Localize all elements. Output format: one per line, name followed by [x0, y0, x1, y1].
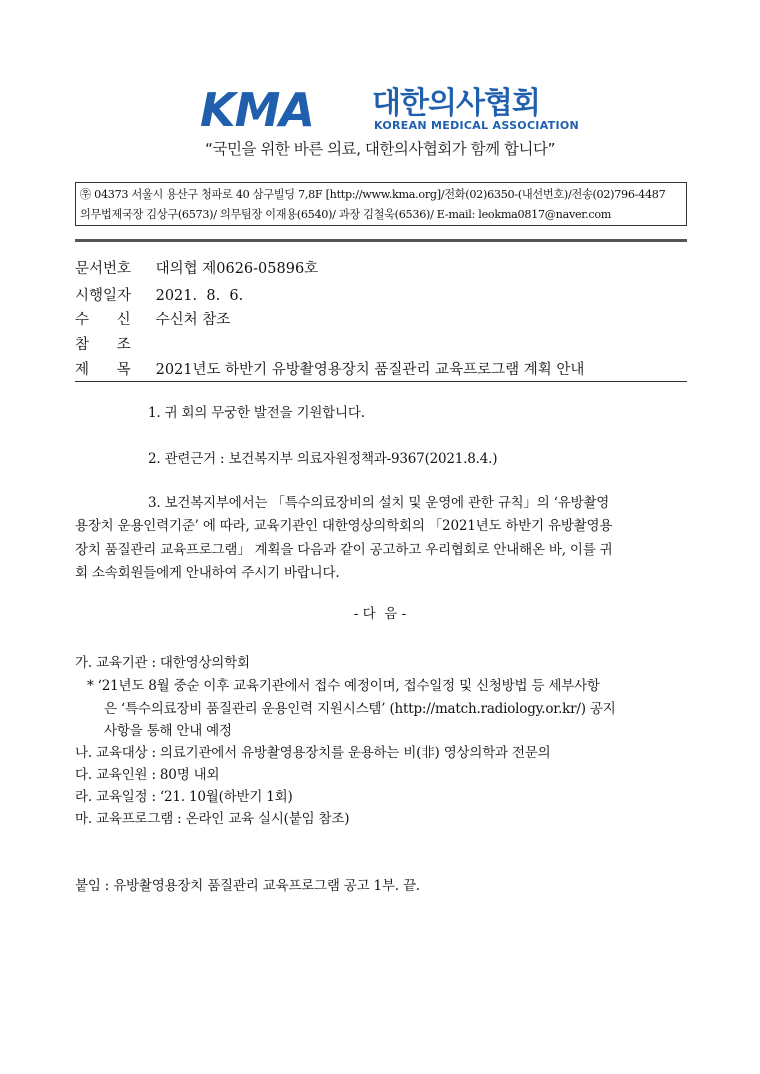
doc-number: 대의협 제0626-05896호: [155, 261, 319, 277]
address-line-1: ㉾ 04373 서울시 용산구 청파로 40 삼구빌딩 7,8F [http://www.kma.org]/전화(02)6350-(내선번호)/전송(02)796-4487: [80, 188, 666, 201]
address-line-2: 의무법제국장 김상구(6573)/ 의무팀장 이재용(6540)/ 과장 김철욱(6536)/ E-mail: leokma0817@naver.com: [80, 208, 612, 221]
subject-divider: [75, 381, 687, 382]
item-note-line-3: 사항을 통해 안내 예정: [104, 723, 232, 739]
item-ma: 마. 교육프로그램 : 온라인 교육 실시(붙임 참조): [75, 811, 350, 827]
logo-letters: KMA: [200, 83, 315, 137]
subject-row: [75, 358, 584, 379]
item-note-line-2: 은 ‘특수의료장비 품질관리 운용인력 지원시스템’ (http://match.radiology.or.kr/) 공지: [104, 701, 616, 717]
recipient-label: 수 신: [75, 312, 131, 328]
item-ga: 가. 교육기관 : 대한영상의학회: [75, 655, 250, 671]
org-name-english: KOREAN MEDICAL ASSOCIATION: [374, 119, 580, 132]
date-label: 시행일자: [75, 288, 132, 304]
paragraph-2: 2. 관련근거 : 보건복지부 의료자원정책과-9367(2021.8.4.): [148, 451, 498, 467]
date: 2021. 8. 6.: [155, 288, 244, 304]
item-da: 다. 교육인원 : 80명 내외: [75, 767, 220, 783]
dagum-heading: - 다 음 -: [353, 606, 407, 622]
attachment-line: 붙임 : 유방촬영용장치 품질관리 교육프로그램 공고 1부. 끝.: [75, 878, 420, 894]
paragraph-3-line-2: 용장치 운용인력기준’ 에 따라, 교육기관인 대한영상의학회의 「2021년도 하반기 유방촬영용: [75, 518, 613, 534]
org-name-korean: 대한의사협회: [372, 86, 540, 121]
slogan: “국민을 위한 바른 의료, 대한의사협회가 함께 합니다”: [205, 140, 555, 158]
doc-number-label: 문서번호: [75, 261, 132, 277]
item-ra: 라. 교육일정 : ‘21. 10월(하반기 1회): [75, 789, 293, 805]
date-row: [75, 284, 243, 305]
subject-label: 제 목: [75, 362, 131, 378]
subject: 2021년도 하반기 유방촬영용장치 품질관리 교육프로그램 계획 안내: [155, 362, 585, 378]
kma-logo: [200, 83, 315, 137]
item-na: 나. 교육대상 : 의료기관에서 유방촬영용장치를 운용하는 비(非) 영상의학과 전문의: [75, 745, 551, 761]
paragraph-3-line-3: 장치 품질관리 교육프로그램」 계획을 다음과 같이 공고하고 우리협회로 안내해온 바, 이를 귀: [75, 542, 613, 558]
item-note-line-1: * ‘21년도 8월 중순 이후 교육기관에서 접수 예정이며, 접수일정 및 신청방법 등 세부사항: [87, 678, 600, 694]
reference-row: [75, 333, 151, 354]
doc-number-row: [75, 257, 318, 278]
reference-label: 참 조: [75, 337, 131, 353]
header-divider: [75, 239, 687, 242]
recipient: 수신처 참조: [155, 312, 231, 328]
recipient-row: [75, 308, 230, 329]
address-box: [75, 182, 687, 226]
paragraph-1: 1. 귀 회의 무궁한 발전을 기원합니다.: [148, 405, 365, 421]
paragraph-3-line-4: 회 소속회원들에게 안내하여 주시기 바랍니다.: [75, 565, 340, 581]
paragraph-3-line-1: 3. 보건복지부에서는 「특수의료장비의 설치 및 운영에 관한 규칙」의 ‘유방촬영: [148, 495, 610, 511]
